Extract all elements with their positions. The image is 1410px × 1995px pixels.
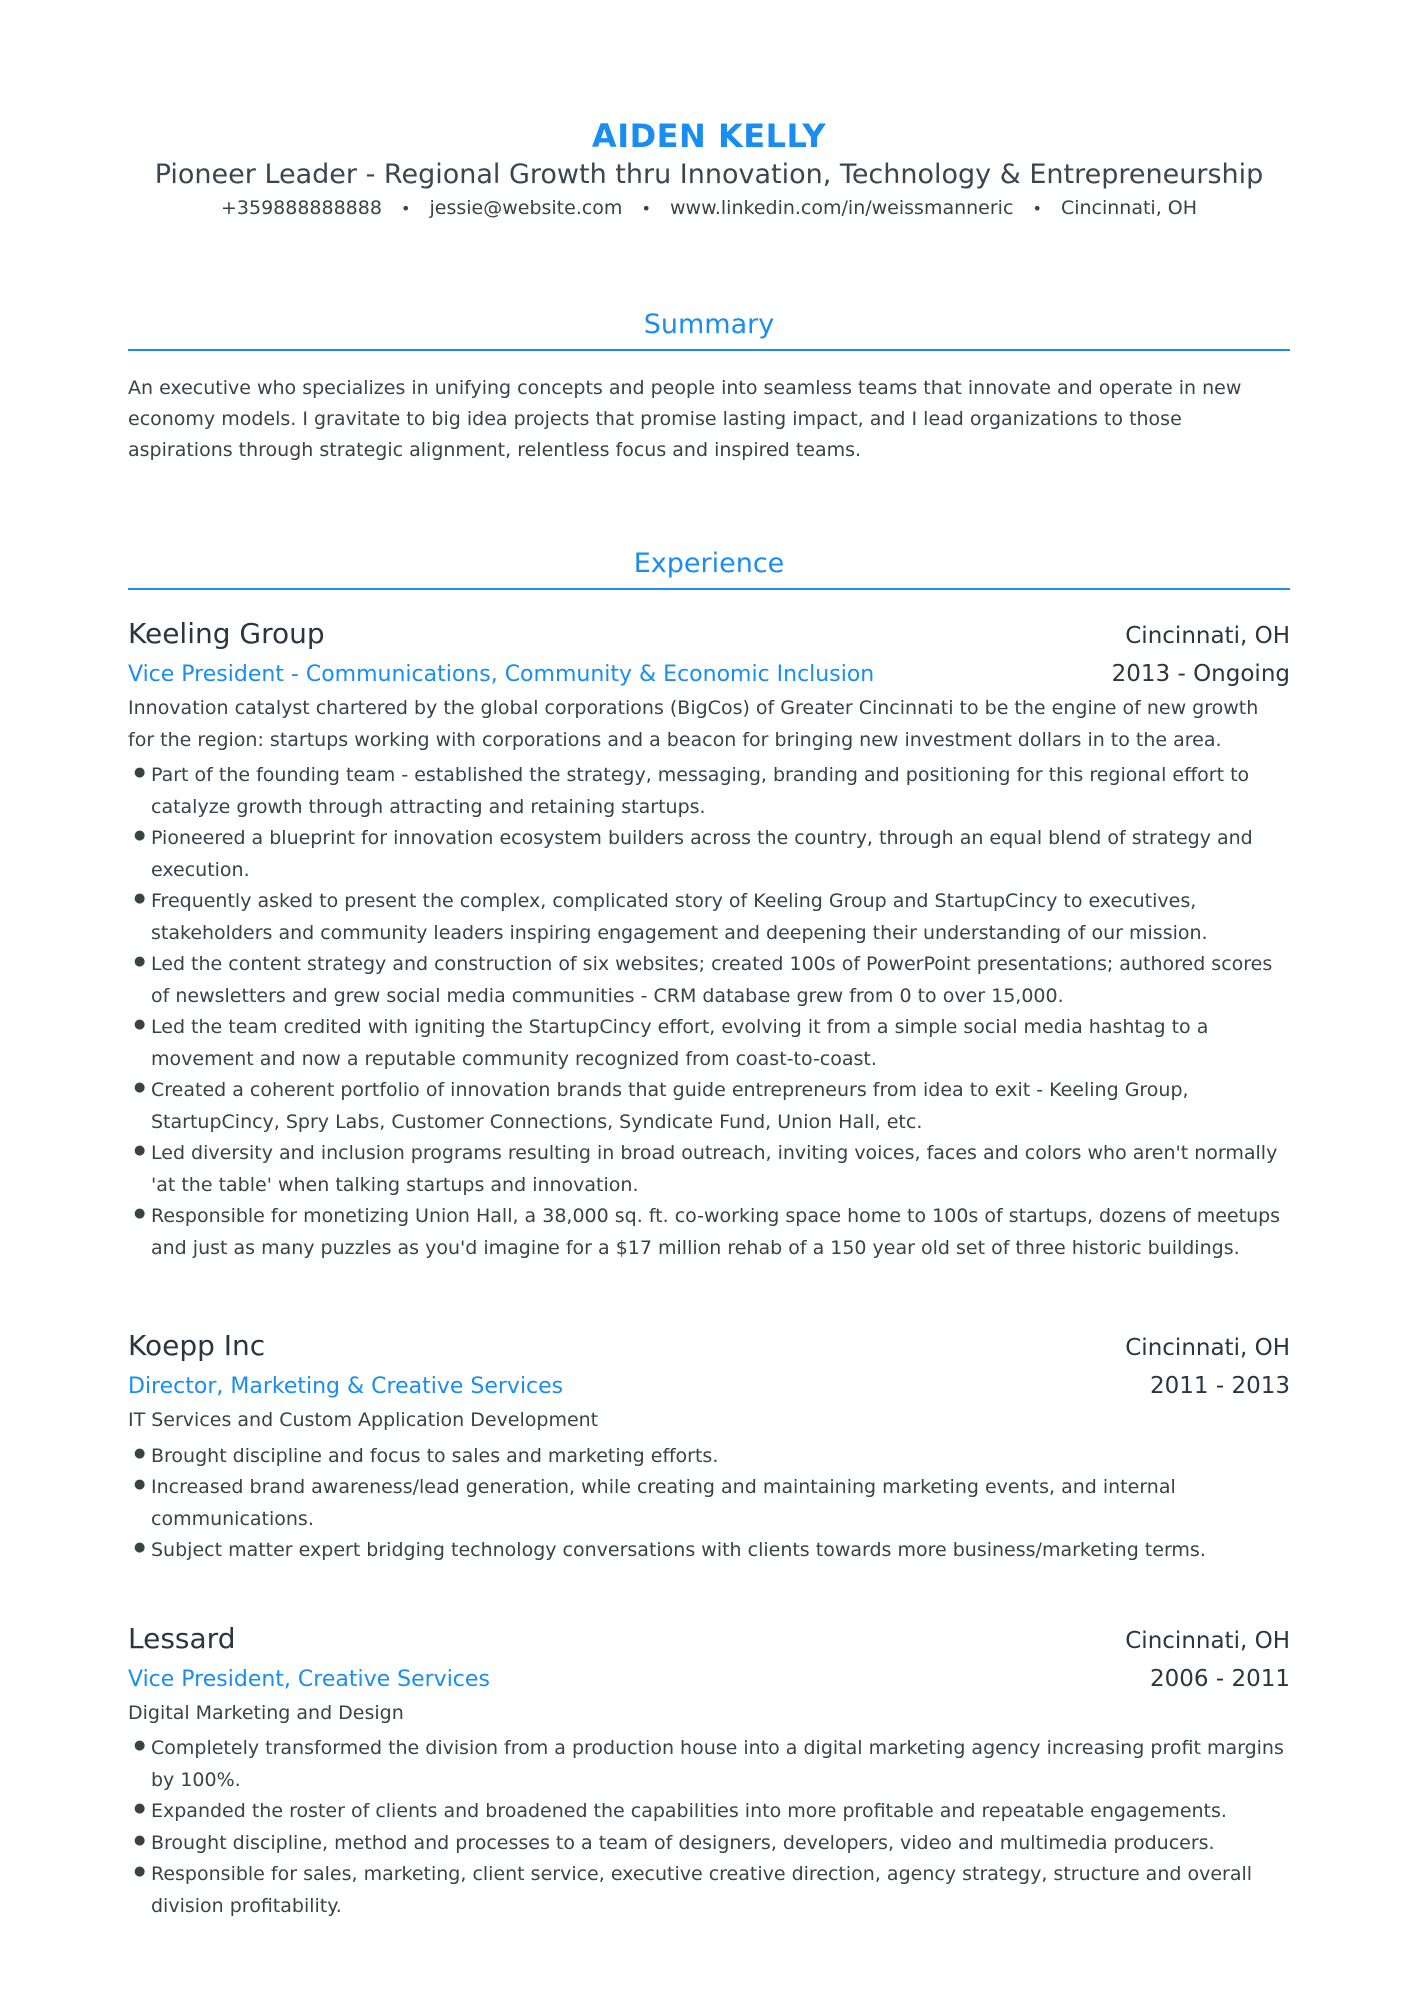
bullet-text: Responsible for monetizing Union Hall, a 38,000 sq. ft. co-working space home to 100s of startups, dozens of meetups and just as many puzzles as you'd imagine for a $17 million rehab of a 150 year old set of three historic buildings. [151, 1205, 1281, 1259]
bullet-icon: ● [134, 1017, 146, 1032]
linkedin-url: www.linkedin.com/in/weissmanneric [669, 197, 1014, 219]
bullet-text: Subject matter expert bridging technology conversations with clients towards more business/marketing terms. [151, 1539, 1206, 1561]
experience-section [128, 546, 1290, 1922]
phone-number: +359888888888 [220, 197, 382, 219]
bullet-icon: ● [134, 1832, 146, 1848]
list-item [128, 949, 1290, 1012]
bullet-text: Created a coherent portfolio of innovation brands that guide entrepreneurs from idea to exit - Keeling Group, StartupCincy, Spry Labs, Customer Connections, Syndicate Fund, Union Hall, etc. [151, 1079, 1189, 1133]
bullet-icon: ● [134, 1445, 146, 1461]
email-address: jessie@website.com [429, 197, 623, 219]
bullet-icon: ● [134, 954, 146, 969]
list-item [128, 823, 1290, 886]
bullet-icon: ● [134, 1143, 146, 1158]
job-location: Cincinnati, OH [1125, 1335, 1290, 1361]
bullet-text: Led the content strategy and construction of six websites; created 100s of PowerPoint presentations; authored scores of newsletters and grew social media communities - CRM database grew from 0 to over 15,000. [151, 953, 1273, 1007]
bullet-icon: ● [134, 1864, 146, 1879]
list-item [128, 1733, 1290, 1796]
job-role-row [128, 656, 1290, 693]
bullet-text: Increased brand awareness/lead generation, while creating and maintaining marketing events, and internal communications. [151, 1476, 1176, 1530]
separator-dot: • [401, 199, 411, 218]
list-item [128, 1535, 1290, 1567]
job-title: Vice President - Communications, Community & Economic Inclusion [128, 662, 875, 687]
bullet-text: Frequently asked to present the complex, complicated story of Keeling Group and StartupCincy to executives, stakeholders and community leaders inspiring engagement and deepening their understanding of our mission. [151, 890, 1208, 944]
list-item [128, 1796, 1290, 1828]
candidate-headline: Pioneer Leader - Regional Growth thru Innovation, Technology & Entrepreneurship [154, 159, 1264, 190]
job-title: Vice President, Creative Services [128, 1666, 490, 1692]
bullet-icon: ● [134, 828, 146, 843]
job-entry [128, 1326, 1290, 1567]
job-entry [128, 1619, 1290, 1923]
experience-heading: Experience [128, 546, 1290, 590]
job-description: IT Services and Custom Application Development [128, 1409, 599, 1431]
summary-heading: Summary [128, 307, 1290, 351]
job-dates: 2006 - 2011 [1150, 1665, 1290, 1692]
job-role-row [128, 1368, 1290, 1405]
job-entry [128, 614, 1290, 1264]
bullet-text: Part of the founding team - established the strategy, messaging, branding and positioning for this regional effort to catalyze growth through attracting and retaining startups. [151, 764, 1250, 818]
separator-dot: • [1032, 199, 1042, 218]
list-item [128, 886, 1290, 949]
bullet-text: Led the team credited with igniting the StartupCincy effort, evolving it from a simple social media hashtag to a movement and now a reputable community recognized from coast-to-coast. [151, 1016, 1209, 1070]
bullet-text: Completely transformed the division from a production house into a digital marketing agency increasing profit margins by 100%. [151, 1737, 1284, 1791]
bullet-text: Responsible for sales, marketing, client service, executive creative direction, agency strategy, structure and overall division profitability. [151, 1863, 1253, 1917]
separator-dot: • [641, 199, 651, 218]
job-dates: 2013 - Ongoing [1111, 661, 1290, 687]
candidate-name: AIDEN KELLY [591, 117, 827, 155]
bullet-icon: ● [134, 765, 146, 780]
list-item [128, 1441, 1290, 1473]
job-role-row [128, 1661, 1290, 1698]
bullet-text: Led diversity and inclusion programs resulting in broad outreach, inviting voices, faces and colors who aren't normally 'at the table' when talking startups and innovation. [151, 1142, 1278, 1196]
bullet-text: Brought discipline, method and processes to a team of designers, developers, video and multimedia producers. [151, 1831, 1215, 1854]
bullet-icon: ● [134, 891, 146, 906]
list-item [128, 1472, 1290, 1535]
bullet-icon: ● [134, 1477, 146, 1492]
list-item [128, 1859, 1290, 1922]
bullet-icon: ● [134, 1801, 146, 1816]
job-header-row [128, 1326, 1290, 1368]
job-bullets [128, 1733, 1290, 1922]
job-description: Innovation catalyst chartered by the global corporations (BigCos) of Greater Cincinnati to be the engine of new growth for the region: startups working with corporations and a beacon for bringing new investment dollars in to the area. [128, 697, 1259, 751]
summary-section [128, 307, 1290, 466]
list-item [128, 1012, 1290, 1075]
bullet-icon: ● [134, 1738, 146, 1753]
bullet-text: Expanded the roster of clients and broadened the capabilities into more profitable and repeatable engagements. [151, 1800, 1227, 1822]
contact-location: Cincinnati, OH [1060, 197, 1198, 219]
list-item [128, 760, 1290, 823]
list-item [128, 1828, 1290, 1860]
job-bullets [128, 1441, 1290, 1567]
company-name: Keeling Group [128, 617, 325, 650]
job-bullets [128, 760, 1290, 1264]
list-item [128, 1138, 1290, 1201]
company-name: Koepp Inc [128, 1329, 266, 1362]
job-location: Cincinnati, OH [1125, 623, 1290, 649]
bullet-icon: ● [134, 1080, 146, 1095]
resume-header [128, 0, 1290, 223]
bullet-icon: ● [134, 1206, 146, 1221]
job-header-row [128, 614, 1290, 656]
bullet-text: Pioneered a blueprint for innovation ecosystem builders across the country, through an equal blend of strategy and execution. [151, 827, 1253, 881]
summary-text: An executive who specializes in unifying concepts and people into seamless teams that innovate and operate in new economy models. I gravitate to big idea projects that promise lasting impact, and I lead organizations to those aspirations through strategic alignment, relentless focus and inspired teams. [128, 377, 1242, 461]
job-location: Cincinnati, OH [1125, 1627, 1290, 1654]
job-header-row [128, 1619, 1290, 1661]
job-description: Digital Marketing and Design [128, 1701, 404, 1724]
job-dates: 2011 - 2013 [1150, 1373, 1290, 1399]
job-title: Director, Marketing & Creative Services [128, 1374, 564, 1399]
bullet-text: Brought discipline and focus to sales and marketing efforts. [151, 1444, 719, 1467]
resume-page [128, 0, 1290, 1922]
list-item [128, 1075, 1290, 1138]
company-name: Lessard [128, 1621, 236, 1655]
list-item [128, 1201, 1290, 1264]
bullet-icon: ● [134, 1540, 146, 1555]
contact-line [128, 194, 1290, 223]
